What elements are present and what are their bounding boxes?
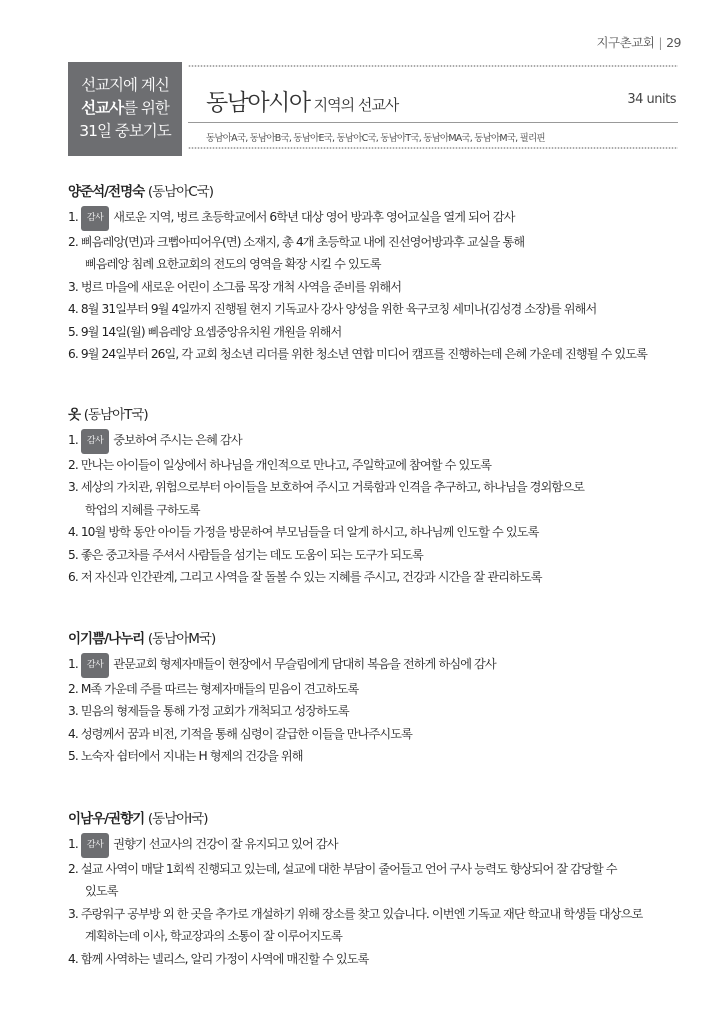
missionary-name: 이기쁨/나누리 [68,631,145,647]
item-number: 3. [68,480,78,494]
prayer-item [68,653,693,678]
prayer-label-rest: 를 위한 [123,99,169,117]
prayer-label-line1: 선교지에 계신 [81,76,169,94]
item-text: 권향기 선교사의 건강이 잘 유지되고 있어 감사 [113,837,338,851]
prayer-item [68,566,693,589]
prayer-item [68,231,693,276]
prayer-label-bold: 선교사 [81,99,124,117]
item-text: 믿음의 형제들을 통해 가정 교회가 개척되고 성장하도록 [80,704,349,718]
item-number: 4. [68,951,78,966]
item-text-continued: 삐음레앙 침례 요한교회의 전도의 영역을 확장 시킬 수 있도록 [85,257,381,271]
prayer-item [68,206,693,231]
item-text: 세상의 가치관, 위험으로부터 아이들을 보호하여 주시고 거룩함과 인격을 추구하고, 하나님을 경외함으로 [80,480,585,494]
missionary-section [68,807,693,970]
thanks-badge: 감사 [81,833,109,858]
header-separator: | [658,35,663,50]
units-count: 34 units [627,92,676,107]
missionary-region: (동남아M국) [147,631,216,647]
missionary-section [68,403,693,589]
prayer-item [68,343,693,366]
item-text: 삐음레앙(면)과 크뻡아띠어우(면) 소재지, 총 4개 초등학교 내에 진선영어방과후 교실을 통해 [80,234,525,249]
item-text: 좋은 중고차를 주셔서 사람들을 섬기는 데도 도움이 되는 도구가 되도록 [80,547,423,562]
item-number: 6. [68,570,78,584]
item-number: 2. [68,681,78,696]
missionary-name: 양준석/전명숙 [68,184,145,200]
page-number: 29 [666,35,681,50]
prayer-item [68,723,693,746]
missionary-name: 이남우/권향기 [68,811,145,827]
prayer-item [68,476,693,521]
item-text: 저 자신과 인간관계, 그리고 사역을 잘 돌볼 수 있는 지혜를 주시고, 건강과 시간을 잘 관리하도록 [80,570,542,584]
region-name: 동남아시아 [206,90,310,116]
item-number: 2. [68,457,78,472]
missionary-heading [68,807,693,827]
item-text-continued: 계획하는데 이사, 학교장과의 소통이 잘 이루어지도록 [85,929,343,943]
prayer-item [68,298,693,321]
prayer-label-line3: 31일 중보기도 [79,122,171,140]
prayer-item [68,858,693,903]
region-subtitle: 지역의 선교사 [313,96,399,114]
item-text: 설교 사역이 매달 1회씩 진행되고 있는데, 설교에 대한 부담이 줄어들고 언어 구사 능력도 향상되어 잘 감당할 수 [80,861,617,876]
item-number: 3. [68,906,78,921]
item-number: 3. [68,704,78,718]
dotted-rule-top [188,64,678,68]
missionary-heading [68,180,693,200]
region-title [206,84,398,117]
item-text: 관문교회 형제자매들이 현장에서 무슬림에게 담대히 복음을 전하게 하심에 감사 [113,657,496,671]
thanks-badge: 감사 [81,206,109,231]
item-number: 4. [68,302,78,316]
item-number: 5. [68,749,78,763]
prayer-item [68,745,693,768]
prayer-label-line2 [68,97,182,120]
solid-rule [188,122,678,123]
item-number: 1. [68,433,78,447]
region-banner [68,62,678,160]
item-text-continued: 학업의 지혜를 구하도록 [85,502,200,517]
prayer-label-box [68,62,182,156]
item-number: 4. [68,525,78,539]
prayer-item [68,903,693,948]
item-number: 1. [68,210,78,224]
item-number: 1. [68,837,78,851]
missionary-heading [68,403,693,423]
thanks-badge: 감사 [81,429,109,454]
item-text: 노숙자 쉼터에서 지내는 H 형제의 건강을 위해 [80,749,303,763]
prayer-item [68,544,693,567]
missionary-section [68,180,693,366]
item-number: 1. [68,657,78,671]
item-text: 8월 31일부터 9월 4일까지 진행될 현지 기독교사 강사 양성을 위한 육구코칭 세미나(김성경 소장)를 위해서 [80,302,597,316]
missionary-region: (동남아T국) [83,407,148,423]
item-text: 중보하여 주시는 은혜 감사 [113,433,242,447]
prayer-item [68,454,693,477]
missionary-region: (동남아C국) [147,184,214,200]
item-text: 주랑워구 공부방 외 한 곳을 추가로 개설하기 위해 장소를 찾고 있습니다. 이번엔 기독교 재단 학교내 학생들 대상으로 [80,906,643,921]
item-number: 5. [68,324,78,339]
item-text: 10월 방학 동안 아이들 가정을 방문하여 부모님들을 더 알게 하시고, 하나님께 인도할 수 있도록 [80,525,539,539]
page-header [596,33,681,51]
prayer-item [68,429,693,454]
prayer-item [68,321,693,344]
missionary-name: 옷 [68,407,81,423]
item-text: 새로운 지역, 벙르 초등학교에서 6학년 대상 영어 방과후 영어교실을 열게 되어 감사 [113,210,515,224]
item-text: 성령께서 꿈과 비전, 기적을 통해 심령이 갈급한 이들을 만나주시도록 [80,726,413,741]
item-number: 4. [68,726,78,741]
prayer-item [68,678,693,701]
item-number: 5. [68,547,78,562]
item-text-continued: 있도록 [85,884,118,898]
prayer-item [68,948,693,971]
prayer-item [68,276,693,299]
item-number: 2. [68,861,78,876]
item-text: 9월 24일부터 26일, 각 교회 청소년 리더를 위한 청소년 연합 미디어 캠프를 진행하는데 은혜 가운데 진행될 수 있도록 [80,347,648,361]
prayer-item [68,833,693,858]
missionary-heading [68,627,693,647]
missionary-section [68,627,693,768]
item-text: 함께 사역하는 넬리스, 알리 가정이 사역에 매진할 수 있도록 [80,951,369,966]
prayer-item [68,521,693,544]
item-number: 2. [68,234,78,249]
item-number: 3. [68,279,78,294]
prayer-item [68,700,693,723]
item-text: 9월 14일(월) 삐음레앙 요셉중앙유치원 개원을 위해서 [80,324,342,339]
item-text: 만나는 아이들이 일상에서 하나님을 개인적으로 만나고, 주일학교에 참여할 수 있도록 [80,457,492,472]
dotted-rule-bottom [188,146,678,150]
church-name: 지구촌교회 [596,35,655,50]
thanks-badge: 감사 [81,653,109,678]
country-list: 동남아A국, 동남아B국, 동남아E국, 동남아C국, 동남아T국, 동남아MA국, 동남아M국, 필리핀 [206,133,545,144]
item-text: M족 가운데 주를 따르는 형제자매들의 믿음이 견고하도록 [80,681,359,696]
item-text: 벙르 마을에 새로운 어린이 소그룹 목장 개척 사역을 준비를 위해서 [80,279,402,294]
item-number: 6. [68,347,78,361]
missionary-region: (동남아I국) [147,811,208,827]
